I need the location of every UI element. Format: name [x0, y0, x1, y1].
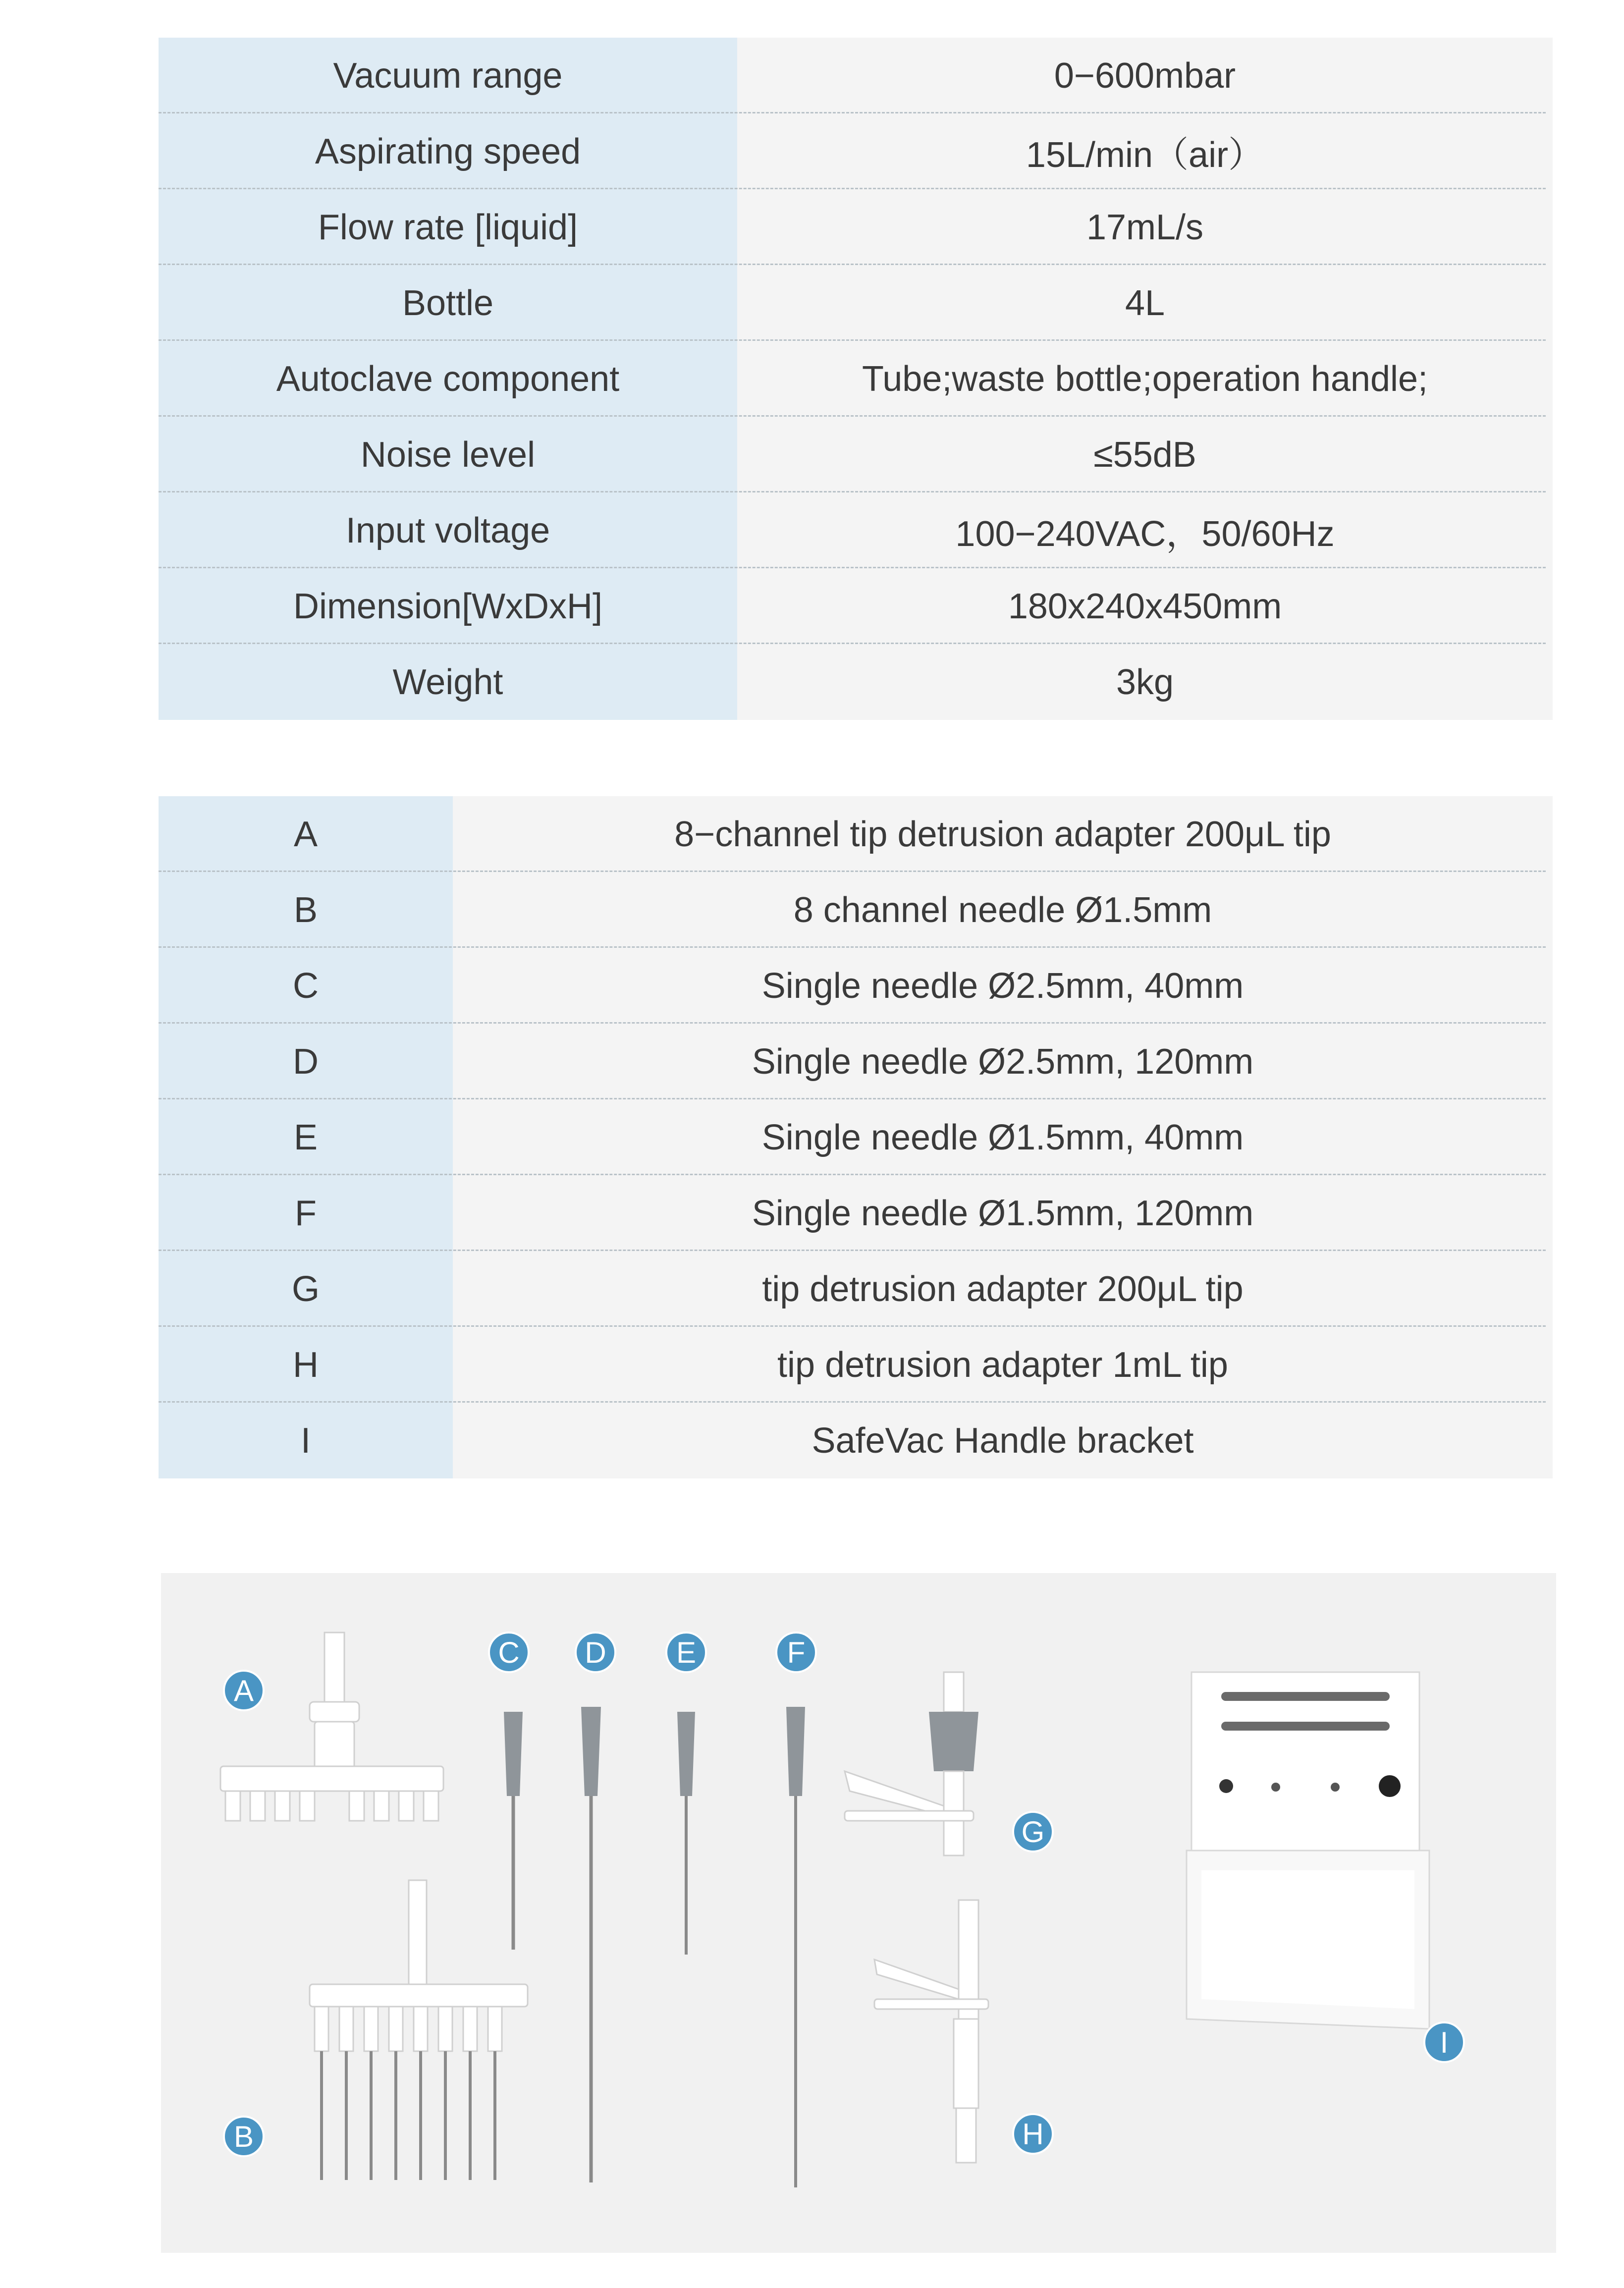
adapter-g-illustration	[845, 1672, 978, 1855]
badge-f: F	[775, 1632, 817, 1673]
accessories-table	[159, 796, 1553, 1478]
accessory-row	[159, 1099, 1553, 1175]
accessory-code: D	[159, 1024, 453, 1099]
accessory-row	[159, 872, 1553, 948]
badge-i: I	[1423, 2021, 1465, 2063]
spec-label: Weight	[159, 644, 737, 720]
spec-label: Dimension[WxDxH]	[159, 568, 737, 644]
accessory-row	[159, 1175, 1553, 1251]
spec-label: Input voltage	[159, 492, 737, 568]
needle-e-illustration	[677, 1712, 695, 1955]
spec-row-weight	[159, 644, 1553, 720]
needle-d-illustration	[581, 1707, 601, 2182]
accessory-description: SafeVac Handle bracket	[453, 1403, 1553, 1478]
spec-value: 4L	[737, 265, 1553, 341]
adapter-h-illustration	[874, 1900, 988, 2163]
spec-value: ≤55dB	[737, 417, 1553, 492]
spec-label: Noise level	[159, 417, 737, 492]
badge-d: D	[575, 1632, 616, 1673]
accessory-description: Single needle Ø2.5mm, 40mm	[453, 948, 1553, 1024]
accessory-row	[159, 1024, 1553, 1099]
adapter-a-illustration	[220, 1633, 443, 1821]
accessory-code: G	[159, 1251, 453, 1327]
spec-label: Flow rate [liquid]	[159, 189, 737, 265]
bracket-i-illustration	[1187, 1672, 1429, 2029]
accessory-row	[159, 1251, 1553, 1327]
spec-value: Tube;waste bottle;operation handle;	[737, 341, 1553, 417]
spec-value: 3kg	[737, 644, 1553, 720]
accessory-description: Single needle Ø1.5mm, 40mm	[453, 1099, 1553, 1175]
needle-f-illustration	[786, 1707, 805, 2187]
accessory-code: F	[159, 1175, 453, 1251]
spec-value: 180x240x450mm	[737, 568, 1553, 644]
accessory-code: A	[159, 796, 453, 872]
badge-e: E	[665, 1632, 707, 1673]
accessory-row	[159, 1327, 1553, 1403]
spec-label: Vacuum range	[159, 38, 737, 113]
accessory-description: Single needle Ø1.5mm, 120mm	[453, 1175, 1553, 1251]
spec-label: Bottle	[159, 265, 737, 341]
needle-c-illustration	[504, 1712, 523, 1950]
spec-row-flow-rate	[159, 189, 1553, 265]
accessory-description: Single needle Ø2.5mm, 120mm	[453, 1024, 1553, 1099]
spec-row-vacuum-range	[159, 38, 1553, 113]
spec-value: 17mL/s	[737, 189, 1553, 265]
accessory-code: H	[159, 1327, 453, 1403]
accessory-description: tip detrusion adapter 1mL tip	[453, 1327, 1553, 1403]
accessory-code: E	[159, 1099, 453, 1175]
accessories-figure	[161, 1573, 1556, 2253]
badge-g: G	[1012, 1811, 1054, 1852]
spec-row-autoclave-component	[159, 341, 1553, 417]
spec-row-noise-level	[159, 417, 1553, 492]
badge-a: A	[223, 1670, 265, 1711]
accessory-row	[159, 1403, 1553, 1478]
accessories-illustration	[161, 1573, 1556, 2253]
accessory-row	[159, 796, 1553, 872]
accessory-description: tip detrusion adapter 200μL tip	[453, 1251, 1553, 1327]
spec-row-input-voltage	[159, 492, 1553, 568]
badge-b: B	[223, 2116, 265, 2157]
accessory-row	[159, 948, 1553, 1024]
spec-label: Autoclave component	[159, 341, 737, 417]
accessory-description: 8−channel tip detrusion adapter 200μL tip	[453, 796, 1553, 872]
spec-label: Aspirating speed	[159, 113, 737, 189]
spec-row-aspirating-speed	[159, 113, 1553, 189]
accessory-code: I	[159, 1403, 453, 1478]
accessory-code: B	[159, 872, 453, 948]
spec-value: 15L/min（air）	[737, 113, 1553, 189]
spec-value: 100−240VAC，50/60Hz	[737, 492, 1553, 568]
badge-h: H	[1012, 2113, 1054, 2155]
accessory-description: 8 channel needle Ø1.5mm	[453, 872, 1553, 948]
accessory-code: C	[159, 948, 453, 1024]
spec-value: 0−600mbar	[737, 38, 1553, 113]
badge-c: C	[488, 1632, 530, 1673]
spec-row-bottle	[159, 265, 1553, 341]
spec-row-dimension	[159, 568, 1553, 644]
specifications-table	[159, 38, 1553, 720]
needle-b-illustration	[310, 1880, 528, 2180]
